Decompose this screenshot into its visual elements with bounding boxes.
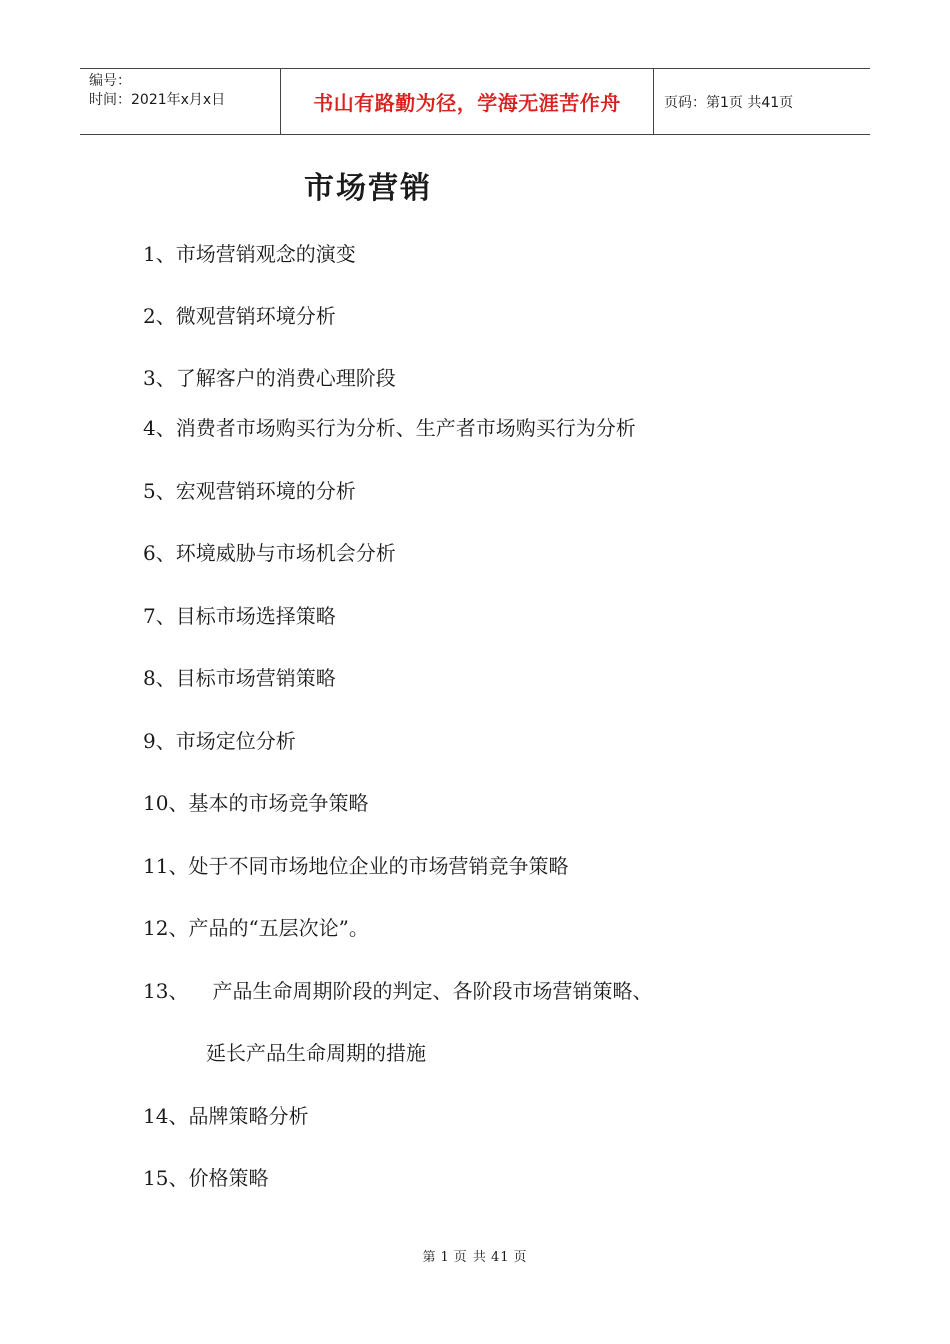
page-title: 市场营销: [304, 171, 432, 206]
toc-item: [143, 791, 368, 815]
footer-total-pages: 41: [490, 1250, 510, 1265]
header-motto-cell: [281, 69, 654, 134]
toc-item-text: 基本的市场竞争策略: [188, 791, 369, 815]
toc-item-text: 消费者市场购买行为分析、生产者市场购买行为分析: [175, 416, 636, 440]
header-page-info: 页码：第1页 共41页: [664, 94, 794, 111]
toc-item-text: 价格策略: [188, 1166, 269, 1190]
toc-item: [143, 1166, 268, 1190]
toc-item-number: 1、: [143, 242, 176, 266]
toc-item-number: 12、: [143, 916, 189, 940]
toc-item-number: 14、: [143, 1104, 189, 1128]
toc-item: [143, 979, 652, 1003]
toc-item: [143, 366, 396, 390]
toc-item-number: 2、: [143, 304, 176, 328]
toc-item-number: 13、: [143, 979, 189, 1003]
toc-item: [143, 729, 296, 753]
toc-item-text: 宏观营销环境的分析: [175, 479, 356, 503]
toc-item-number: 11、: [143, 854, 189, 878]
document-date: 时间：2021年x月x日: [89, 92, 226, 108]
toc-item-text: 了解客户的消费心理阶段: [175, 366, 396, 390]
toc-item-number: 7、: [143, 604, 176, 628]
toc-item-text: 目标市场选择策略: [175, 604, 336, 628]
toc-item: [143, 541, 396, 565]
toc-item-text: 市场营销观念的演变: [175, 242, 356, 266]
toc-item-text: 环境威胁与市场机会分析: [175, 541, 396, 565]
toc-item-number: 8、: [143, 666, 176, 690]
footer-prefix: 第: [422, 1250, 437, 1265]
toc-item-text: 处于不同市场地位企业的市场营销竞争策略: [188, 854, 569, 878]
footer-middle: 页 共: [453, 1250, 487, 1265]
document-code-label: 编号：: [89, 73, 131, 89]
toc-item-text: 产品生命周期阶段的判定、各阶段市场营销策略、: [212, 979, 653, 1003]
footer-suffix: 页: [513, 1250, 528, 1265]
toc-item-number: 10、: [143, 791, 189, 815]
toc-item: [143, 854, 568, 878]
toc-item: [143, 916, 369, 940]
toc-item: [143, 304, 336, 328]
toc-item-text: 微观营销环境分析: [175, 304, 336, 328]
toc-item: [143, 604, 336, 628]
page-footer: [0, 1246, 950, 1265]
document-header: [80, 68, 870, 135]
header-motto: 书山有路勤为径，学海无涯苦作舟: [313, 91, 621, 115]
toc-item-text: 目标市场营销策略: [175, 666, 336, 690]
footer-page-number: 1: [440, 1250, 450, 1265]
header-page-cell: [654, 69, 870, 134]
toc-item: [143, 242, 356, 266]
toc-item: [143, 1104, 308, 1128]
toc-item-number: 3、: [143, 366, 176, 390]
toc-item-continuation: 延长产品生命周期的措施: [206, 1041, 426, 1065]
toc-item-number: 6、: [143, 541, 176, 565]
toc-item-number: 9、: [143, 729, 176, 753]
toc-item-number: 15、: [143, 1166, 189, 1190]
toc-item-text: 品牌策略分析: [188, 1104, 309, 1128]
toc-item-text: 产品的“五层次论”。: [188, 916, 369, 940]
toc-item-text: 市场定位分析: [175, 729, 296, 753]
toc-item: [143, 416, 636, 440]
toc-item: [143, 479, 356, 503]
toc-item-number: 4、: [143, 416, 176, 440]
toc-item-number: 5、: [143, 479, 176, 503]
header-meta-cell: [80, 69, 281, 134]
toc-item: [143, 666, 336, 690]
